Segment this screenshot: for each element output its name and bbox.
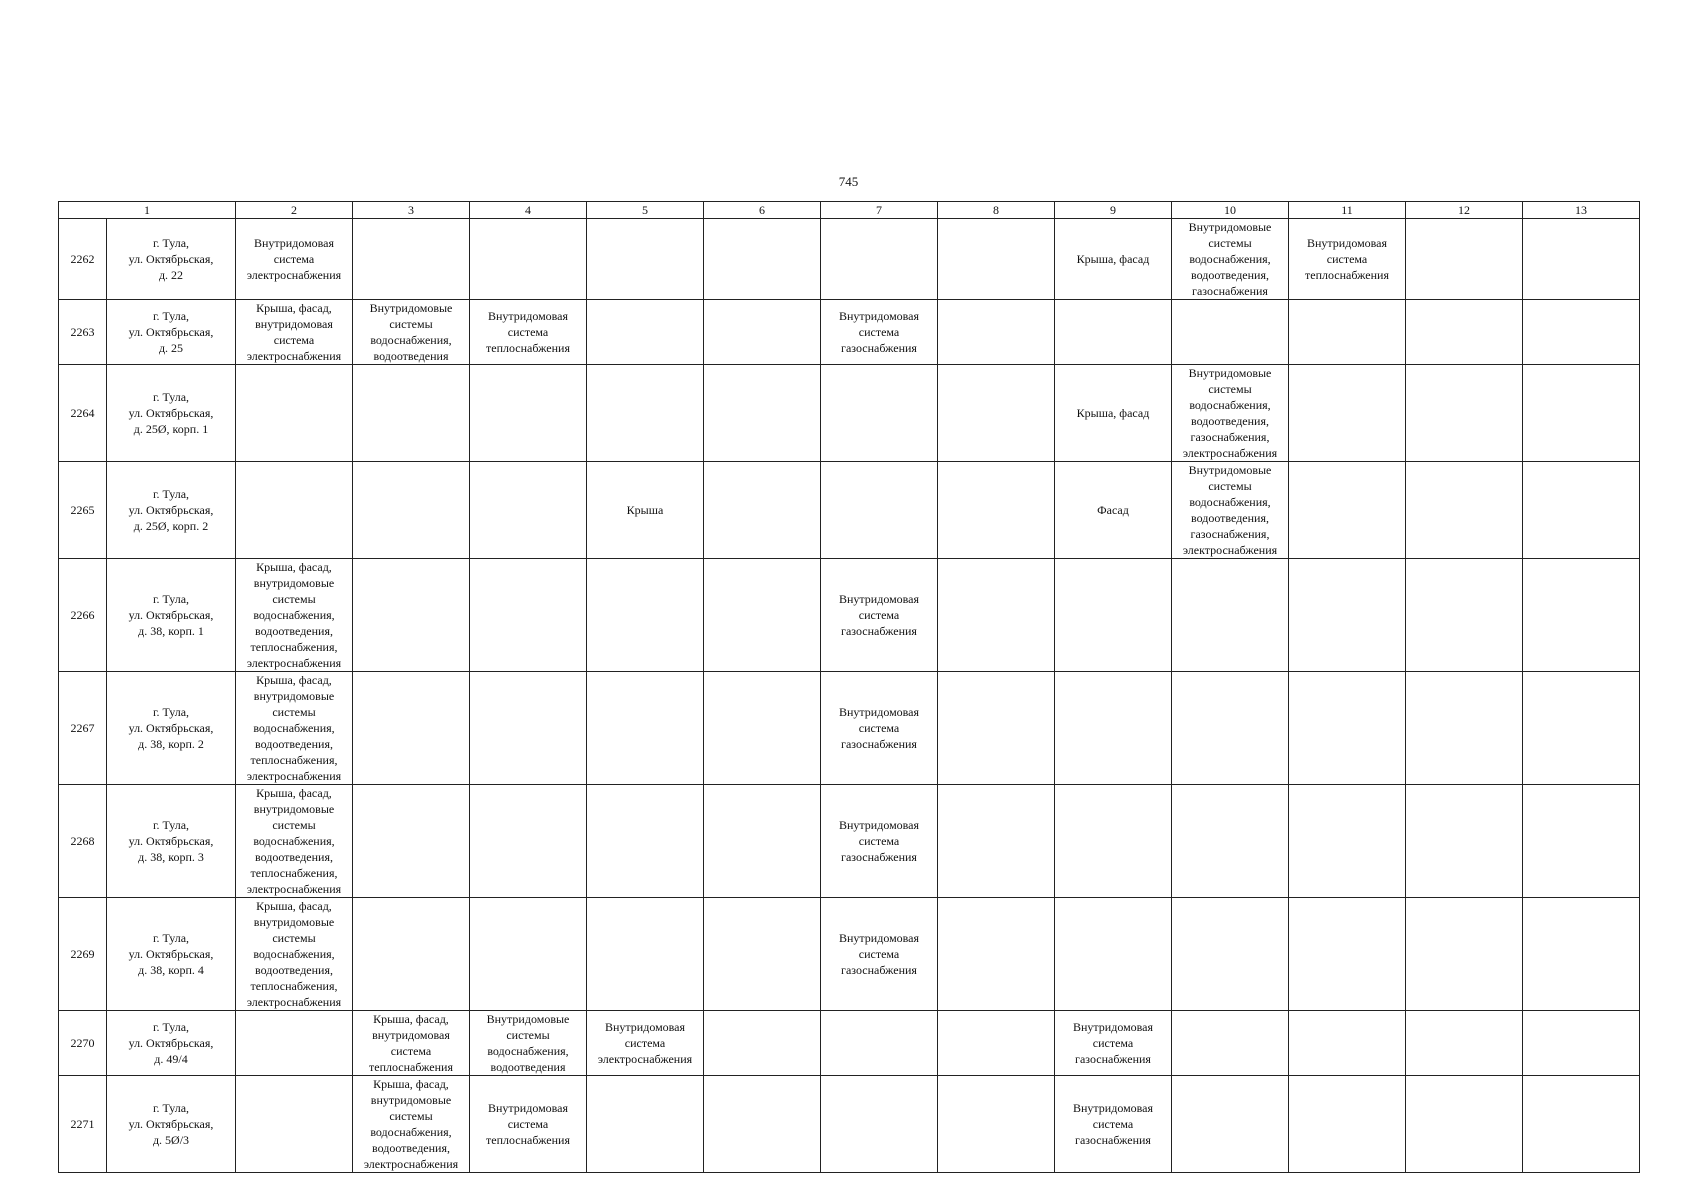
table-row [59,365,1640,462]
work-cell-col-5 [587,365,704,462]
work-cell-col-9: Внутридомовая система газоснабжения [1055,1076,1172,1173]
work-cell-col-4 [470,672,587,785]
work-cell-col-13 [1523,365,1640,462]
work-cell-col-11 [1289,672,1406,785]
work-cell-col-2: Крыша, фасад, внутридомовые системы водоснабжения, водоотведения, теплоснабжения, электроснабжения [236,559,353,672]
work-cell-col-13 [1523,219,1640,300]
work-cell-col-9: Внутридомовая система газоснабжения [1055,1011,1172,1076]
work-cell-col-4 [470,219,587,300]
row-number: 2269 [59,898,107,1011]
table-body [59,202,1640,1173]
work-cell-col-5 [587,1076,704,1173]
work-cell-col-9 [1055,559,1172,672]
table-row [59,1076,1640,1173]
row-number: 2266 [59,559,107,672]
work-cell-col-3: Крыша, фасад, внутридомовая система теплоснабжения [353,1011,470,1076]
row-number: 2268 [59,785,107,898]
work-cell-col-5 [587,785,704,898]
work-cell-col-5 [587,898,704,1011]
address-cell: г. Тула, ул. Октябрьская, д. 25 [107,300,236,365]
address-cell: г. Тула, ул. Октябрьская, д. 38, корп. 4 [107,898,236,1011]
work-cell-col-5: Крыша [587,462,704,559]
row-number: 2271 [59,1076,107,1173]
address-cell: г. Тула, ул. Октябрьская, д. 25Ø, корп. 2 [107,462,236,559]
work-cell-col-12 [1406,219,1523,300]
work-cell-col-3 [353,898,470,1011]
work-cell-col-13 [1523,898,1640,1011]
table-row [59,672,1640,785]
work-cell-col-9 [1055,785,1172,898]
work-cell-col-10 [1172,1011,1289,1076]
work-cell-col-8 [938,672,1055,785]
work-cell-col-7: Внутридомовая система газоснабжения [821,559,938,672]
work-cell-col-2: Крыша, фасад, внутридомовые системы водоснабжения, водоотведения, теплоснабжения, электроснабжения [236,672,353,785]
work-cell-col-2: Крыша, фасад, внутридомовые системы водоснабжения, водоотведения, теплоснабжения, электроснабжения [236,785,353,898]
table-row [59,785,1640,898]
work-cell-col-10 [1172,898,1289,1011]
work-cell-col-12 [1406,300,1523,365]
work-cell-col-4 [470,898,587,1011]
work-cell-col-2: Внутридомовая система электроснабжения [236,219,353,300]
work-cell-col-10 [1172,300,1289,365]
work-cell-col-3 [353,559,470,672]
work-cell-col-2: Крыша, фасад, внутридомовые системы водоснабжения, водоотведения, теплоснабжения, электроснабжения [236,898,353,1011]
work-cell-col-7: Внутридомовая система газоснабжения [821,785,938,898]
work-cell-col-11 [1289,1011,1406,1076]
work-cell-col-13 [1523,672,1640,785]
work-cell-col-11 [1289,898,1406,1011]
work-cell-col-8 [938,785,1055,898]
table-row [59,1011,1640,1076]
work-cell-col-10 [1172,1076,1289,1173]
work-cell-col-2 [236,462,353,559]
work-cell-col-5 [587,219,704,300]
work-cell-col-10 [1172,559,1289,672]
work-cell-col-8 [938,365,1055,462]
work-cell-col-9 [1055,898,1172,1011]
work-cell-col-12 [1406,1076,1523,1173]
column-header: 4 [470,202,587,219]
work-cell-col-5 [587,559,704,672]
work-cell-col-4 [470,365,587,462]
column-header: 8 [938,202,1055,219]
row-number: 2267 [59,672,107,785]
work-cell-col-8 [938,462,1055,559]
work-cell-col-13 [1523,462,1640,559]
work-cell-col-10: Внутридомовые системы водоснабжения, водоотведения, газоснабжения, электроснабжения [1172,462,1289,559]
page-number: 745 [838,174,859,189]
work-cell-col-13 [1523,300,1640,365]
work-cell-col-8 [938,559,1055,672]
work-cell-col-3: Крыша, фасад, внутридомовые системы водоснабжения, водоотведения, электроснабжения [353,1076,470,1173]
work-cell-col-4: Внутридомовая система теплоснабжения [470,300,587,365]
work-cell-col-6 [704,462,821,559]
work-cell-col-3 [353,462,470,559]
work-cell-col-9: Фасад [1055,462,1172,559]
work-cell-col-7: Внутридомовая система газоснабжения [821,672,938,785]
work-cell-col-13 [1523,559,1640,672]
work-cell-col-7 [821,219,938,300]
work-cell-col-7 [821,1011,938,1076]
work-cell-col-6 [704,1076,821,1173]
work-cell-col-8 [938,219,1055,300]
column-header: 12 [1406,202,1523,219]
work-cell-col-8 [938,1011,1055,1076]
table-row [59,559,1640,672]
work-cell-col-12 [1406,785,1523,898]
work-cell-col-2 [236,1011,353,1076]
work-cell-col-13 [1523,1076,1640,1173]
row-number: 2265 [59,462,107,559]
work-cell-col-3 [353,785,470,898]
work-cell-col-11 [1289,300,1406,365]
work-cell-col-4 [470,462,587,559]
work-cell-col-8 [938,300,1055,365]
address-cell: г. Тула, ул. Октябрьская, д. 49/4 [107,1011,236,1076]
work-cell-col-4 [470,559,587,672]
work-cell-col-10: Внутридомовые системы водоснабжения, водоотведения, газоснабжения [1172,219,1289,300]
column-header: 5 [587,202,704,219]
work-cell-col-13 [1523,785,1640,898]
work-cell-col-4: Внутридомовые системы водоснабжения, водоотведения [470,1011,587,1076]
work-cell-col-3 [353,672,470,785]
address-cell: г. Тула, ул. Октябрьская, д. 38, корп. 3 [107,785,236,898]
work-cell-col-2 [236,365,353,462]
work-cell-col-2 [236,1076,353,1173]
work-cell-col-3: Внутридомовые системы водоснабжения, водоотведения [353,300,470,365]
work-cell-col-10 [1172,672,1289,785]
column-header: 6 [704,202,821,219]
column-header: 7 [821,202,938,219]
work-cell-col-12 [1406,898,1523,1011]
work-cell-col-7: Внутридомовая система газоснабжения [821,300,938,365]
work-cell-col-7 [821,1076,938,1173]
work-cell-col-11 [1289,559,1406,672]
work-cell-col-6 [704,672,821,785]
table-row [59,898,1640,1011]
row-number: 2263 [59,300,107,365]
column-header: 9 [1055,202,1172,219]
column-header: 10 [1172,202,1289,219]
work-cell-col-6 [704,898,821,1011]
work-cell-col-6 [704,219,821,300]
work-cell-col-12 [1406,672,1523,785]
work-cell-col-3 [353,219,470,300]
address-cell: г. Тула, ул. Октябрьская, д. 38, корп. 2 [107,672,236,785]
work-cell-col-5 [587,300,704,365]
work-cell-col-8 [938,898,1055,1011]
table-row [59,300,1640,365]
row-number: 2264 [59,365,107,462]
work-cell-col-6 [704,300,821,365]
address-cell: г. Тула, ул. Октябрьская, д. 22 [107,219,236,300]
work-cell-col-7 [821,365,938,462]
repair-schedule-table [58,201,1640,1173]
work-cell-col-5: Внутридомовая система электроснабжения [587,1011,704,1076]
work-cell-col-6 [704,785,821,898]
work-cell-col-11 [1289,1076,1406,1173]
work-cell-col-10: Внутридомовые системы водоснабжения, водоотведения, газоснабжения, электроснабжения [1172,365,1289,462]
work-cell-col-12 [1406,365,1523,462]
work-cell-col-10 [1172,785,1289,898]
row-number: 2262 [59,219,107,300]
work-cell-col-11 [1289,365,1406,462]
column-header: 13 [1523,202,1640,219]
table-row [59,219,1640,300]
work-cell-col-3 [353,365,470,462]
column-header: 11 [1289,202,1406,219]
column-header: 2 [236,202,353,219]
work-cell-col-12 [1406,1011,1523,1076]
work-cell-col-12 [1406,462,1523,559]
work-cell-col-9: Крыша, фасад [1055,365,1172,462]
column-header: 3 [353,202,470,219]
address-cell: г. Тула, ул. Октябрьская, д. 5Ø/3 [107,1076,236,1173]
work-cell-col-4: Внутридомовая система теплоснабжения [470,1076,587,1173]
work-cell-col-11: Внутридомовая система теплоснабжения [1289,219,1406,300]
work-cell-col-9 [1055,300,1172,365]
work-cell-col-6 [704,1011,821,1076]
work-cell-col-8 [938,1076,1055,1173]
work-cell-col-7: Внутридомовая система газоснабжения [821,898,938,1011]
work-cell-col-9 [1055,672,1172,785]
table-row [59,462,1640,559]
column-header: 1 [59,202,236,219]
work-cell-col-6 [704,559,821,672]
work-cell-col-4 [470,785,587,898]
work-cell-col-12 [1406,559,1523,672]
work-cell-col-11 [1289,785,1406,898]
work-cell-col-13 [1523,1011,1640,1076]
address-cell: г. Тула, ул. Октябрьская, д. 38, корп. 1 [107,559,236,672]
work-cell-col-2: Крыша, фасад, внутридомовая система электроснабжения [236,300,353,365]
address-cell: г. Тула, ул. Октябрьская, д. 25Ø, корп. 1 [107,365,236,462]
work-cell-col-9: Крыша, фасад [1055,219,1172,300]
work-cell-col-5 [587,672,704,785]
work-cell-col-6 [704,365,821,462]
row-number: 2270 [59,1011,107,1076]
column-number-header-row [59,202,1640,219]
work-cell-col-7 [821,462,938,559]
work-cell-col-11 [1289,462,1406,559]
